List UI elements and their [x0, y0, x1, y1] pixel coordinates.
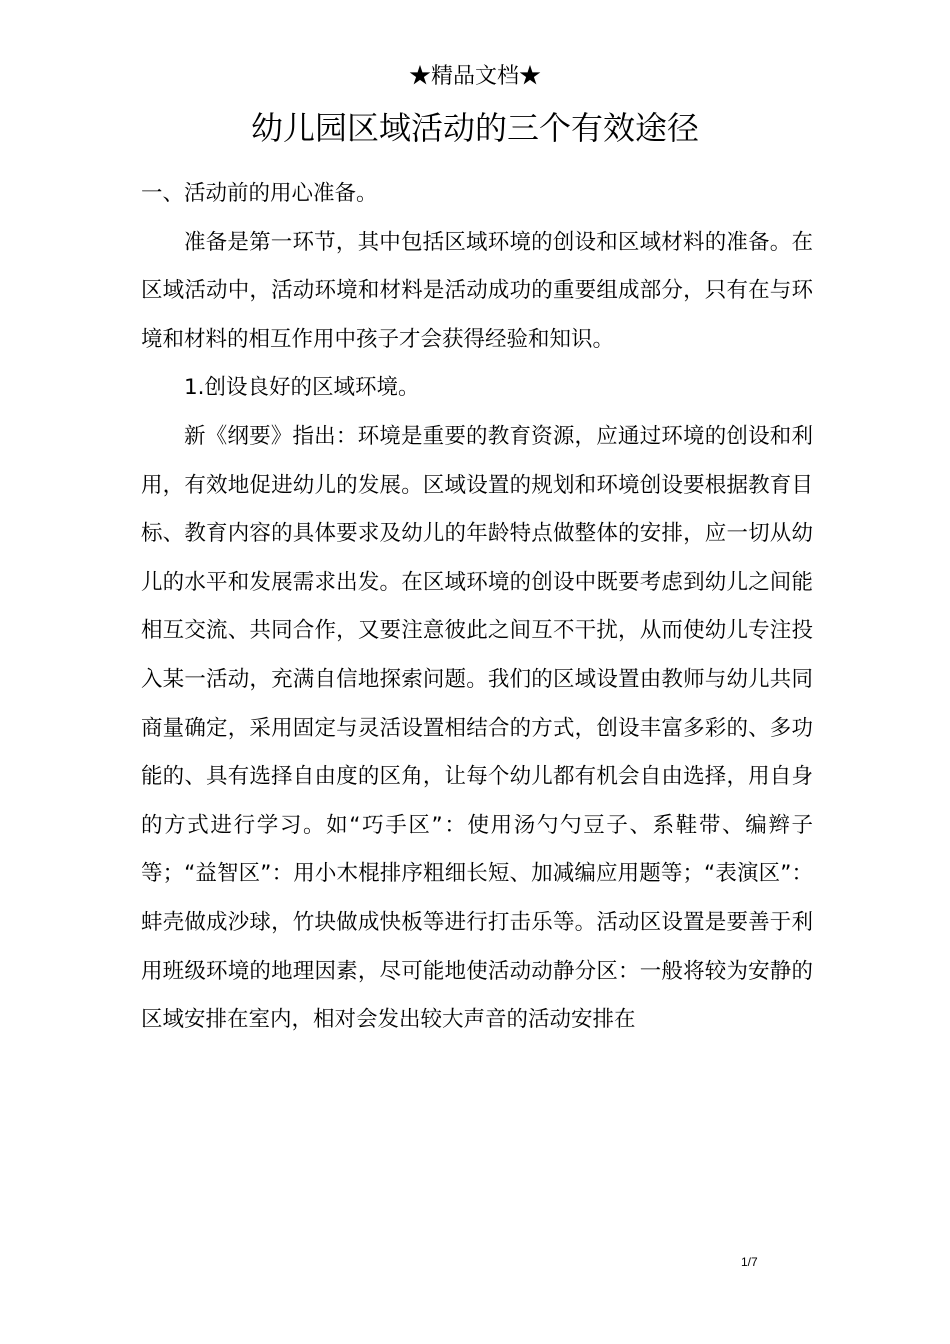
subsection-heading: 1.创设良好的区域环境。 — [184, 375, 420, 401]
paragraph: 新《纲要》指出：环境是重要的教育资源，应通过环境的创设和利用，有效地促进幼儿的发展。区域设置的规划和环境创设要根据教育目标、教育内容的具体要求及幼儿的年龄特点做整体的安排，应一切从幼儿的水平和发展需求出发。在区域环境的创设中既要考虑到幼儿之间能相互交流、共同合作，又要注意彼此之间互不干扰，从而使幼儿专注投入某一活动，充满自信地探索问题。我们的区域设置由教师与幼儿共同商量确定，采用固定与灵活设置相结合的方式，创设丰富多彩的、多功能的、具有选择自由度的区角，让每个幼儿都有机会自由选择，用自身的方式进行学习。如“巧手区”：使用汤勺勺豆子、系鞋带、编辫子等；“益智区”：用小木棍排序粗细长短、加减编应用题等；“表演区”：蚌壳做成沙球，竹块做成快板等进行打击乐等。活动区设置是要善于利用班级环境的地理因素，尽可能地使活动动静分区：一般将较为安静的区域安排在室内，相对会发出较大声音的活动安排在 — [141, 423, 813, 1033]
section-heading: 一、活动前的用心准备。 — [141, 181, 378, 206]
paragraph: 准备是第一环节，其中包括区域环境的创设和区域材料的准备。在区域活动中，活动环境和材料是活动成功的重要组成部分，只有在与环境和材料的相互作用中孩子才会获得经验和知识。 — [141, 229, 813, 352]
page-number: 1/7 — [741, 1255, 758, 1269]
document-title: 幼儿园区域活动的三个有效途径 — [250, 109, 699, 147]
header-mark: ★精品文档★ — [408, 64, 541, 89]
document-body — [141, 170, 813, 1045]
